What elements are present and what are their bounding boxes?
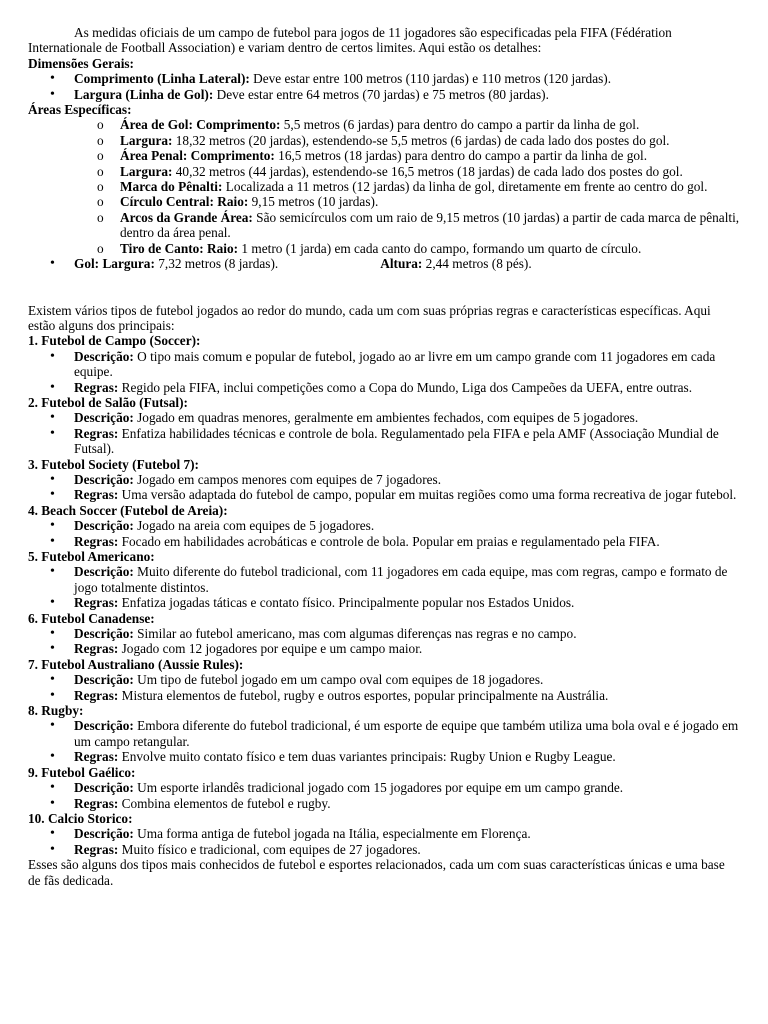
list-item: • Regras: Envolve muito contato físico e tem duas variantes principais: Rugby Union e Rugby League.: [28, 749, 740, 764]
list-item: o Círculo Central: Raio: 9,15 metros (10 jardas).: [28, 194, 740, 209]
list-item: • Largura (Linha de Gol): Deve estar entre 64 metros (70 jardas) e 75 metros (80 jardas).: [28, 87, 740, 102]
list-item: • Regras: Muito físico e tradicional, com equipes de 27 jogadores.: [28, 842, 740, 857]
list-item: • Regras: Mistura elementos de futebol, rugby e outros esportes, popular principalmente na Austrália.: [28, 688, 740, 703]
list-item: o Marca do Pênalti: Localizada a 11 metros (12 jardas) da linha de gol, diretamente em frente ao centro do gol.: [28, 179, 740, 194]
list-item: o Área Penal: Comprimento: 16,5 metros (18 jardas) para dentro do campo a partir da linha de gol.: [28, 148, 740, 163]
list-item: o Largura: 40,32 metros (44 jardas), estendendo-se 16,5 metros (18 jardas) de cada lado dos postes do gol.: [28, 164, 740, 179]
list-item: • Descrição: Uma forma antiga de futebol jogada na Itália, especialmente em Florença.: [28, 826, 740, 841]
list-item: • Regras: Jogado com 12 jogadores por equipe e um campo maior.: [28, 641, 740, 656]
list-item: • Regras: Enfatiza habilidades técnicas e controle de bola. Regulamentado pela FIFA e pela AMF (Associação Mundial de Futsal).: [28, 426, 740, 457]
conclusion-paragraph: Esses são alguns dos tipos mais conhecidos de futebol e esportes relacionados, cada um com suas características únicas e uma base de fãs dedicada.: [28, 857, 725, 888]
intro-paragraph: As medidas oficiais de um campo de futebol para jogos de 11 jogadores são especificadas pela FIFA (Fédération Internationale de Football Association) e variam dentro de certos limites. Aqui estão os detalhes:: [28, 25, 672, 56]
dimensoes-heading: Dimensões Gerais:: [28, 55, 134, 71]
tipo-heading: 5. Futebol Americano:: [28, 549, 155, 564]
list-item: • Comprimento (Linha Lateral): Deve estar entre 100 metros (110 jardas) e 110 metros (120 jardas).: [28, 71, 740, 86]
tipo-heading: 3. Futebol Society (Futebol 7):: [28, 456, 199, 472]
list-item: • Descrição: Jogado na areia com equipes de 5 jogadores.: [28, 518, 740, 533]
list-item: • Descrição: Jogado em quadras menores, geralmente em ambientes fechados, com equipes de 5 jogadores.: [28, 410, 740, 425]
list-item: o Área de Gol: Comprimento: 5,5 metros (6 jardas) para dentro do campo a partir da linha de gol.: [28, 117, 740, 132]
spacer: [28, 272, 740, 303]
tipo-list: [28, 780, 740, 811]
tipo-list: [28, 472, 740, 503]
tipo-list: [28, 826, 740, 857]
list-item: • Descrição: Muito diferente do futebol tradicional, com 11 jogadores em cada equipe, mas com regras, campo e formato de jogo totalmente distintos.: [28, 564, 740, 595]
tipo-heading: 4. Beach Soccer (Futebol de Areia):: [28, 502, 228, 518]
list-item: • Regras: Regido pela FIFA, inclui competições como a Copa do Mundo, Liga dos Campeões da UEFA, entre outras.: [28, 380, 740, 395]
tipo-list: [28, 718, 740, 764]
gol-list: [28, 256, 740, 271]
list-item: • Descrição: Um tipo de futebol jogado em um campo oval com equipes de 18 jogadores.: [28, 672, 740, 687]
list-item: • Regras: Focado em habilidades acrobáticas e controle de bola. Popular em praias e regulamentado pela FIFA.: [28, 534, 740, 549]
tipo-list: [28, 564, 740, 610]
tipo-list: [28, 518, 740, 549]
tipo-heading: 2. Futebol de Salão (Futsal):: [28, 394, 188, 410]
list-item: • Regras: Enfatiza jogadas táticas e contato físico. Principalmente popular nos Estados Unidos.: [28, 595, 740, 610]
tipos-section: [28, 333, 740, 857]
tipo-list: [28, 626, 740, 657]
list-item: • Regras: Uma versão adaptada do futebol de campo, popular em muitas regiões como uma forma recreativa de jogar futebol.: [28, 487, 740, 502]
tipo-heading: 10. Calcio Storico:: [28, 810, 133, 826]
areas-heading: Áreas Específicas:: [28, 102, 132, 118]
tipo-list: [28, 672, 740, 703]
list-item: • Descrição: O tipo mais comum e popular de futebol, jogado ao ar livre em um campo grande com 11 jogadores em cada equipe.: [28, 349, 740, 380]
list-item: • Descrição: Jogado em campos menores com equipes de 7 jogadores.: [28, 472, 740, 487]
list-item: o Largura: 18,32 metros (20 jardas), estendendo-se 5,5 metros (6 jardas) de cada lado dos postes do gol.: [28, 133, 740, 148]
tipo-list: [28, 349, 740, 395]
dimensoes-list: [28, 71, 740, 102]
list-item: • Descrição: Um esporte irlandês tradicional jogado com 15 jogadores por equipe em um campo grande.: [28, 780, 740, 795]
list-item: • Regras: Combina elementos de futebol e rugby.: [28, 796, 740, 811]
list-item: • Gol: Largura: 7,32 metros (8 jardas). Altura: 2,44 metros (8 pés).: [28, 256, 740, 271]
tipo-heading: 8. Rugby:: [28, 703, 84, 719]
list-item: o Arcos da Grande Área: São semicírculos com um raio de 9,15 metros (10 jardas) a partir de cada marca de pênalti, dentro da área penal.: [28, 210, 740, 241]
tipo-heading: 1. Futebol de Campo (Soccer):: [28, 333, 201, 349]
tipo-heading: 9. Futebol Gaélico:: [28, 764, 136, 780]
tipo-heading: 6. Futebol Canadense:: [28, 610, 155, 626]
tipo-list: [28, 410, 740, 456]
tipos-intro-paragraph: Existem vários tipos de futebol jogados ao redor do mundo, cada um com suas próprias regras e características específicas. Aqui estão alguns dos principais:: [28, 302, 711, 333]
list-item: o Tiro de Canto: Raio: 1 metro (1 jarda) em cada canto do campo, formando um quarto de círculo.: [28, 241, 740, 256]
list-item: • Descrição: Embora diferente do futebol tradicional, é um esporte de equipe que também utiliza uma bola oval e é jogado em um campo retangular.: [28, 718, 740, 749]
areas-list: [28, 117, 740, 256]
tipo-heading: 7. Futebol Australiano (Aussie Rules):: [28, 656, 244, 672]
altura-value: Altura: 2,44 metros (8 pés).: [380, 256, 532, 272]
list-item: • Descrição: Similar ao futebol americano, mas com algumas diferenças nas regras e no campo.: [28, 626, 740, 641]
